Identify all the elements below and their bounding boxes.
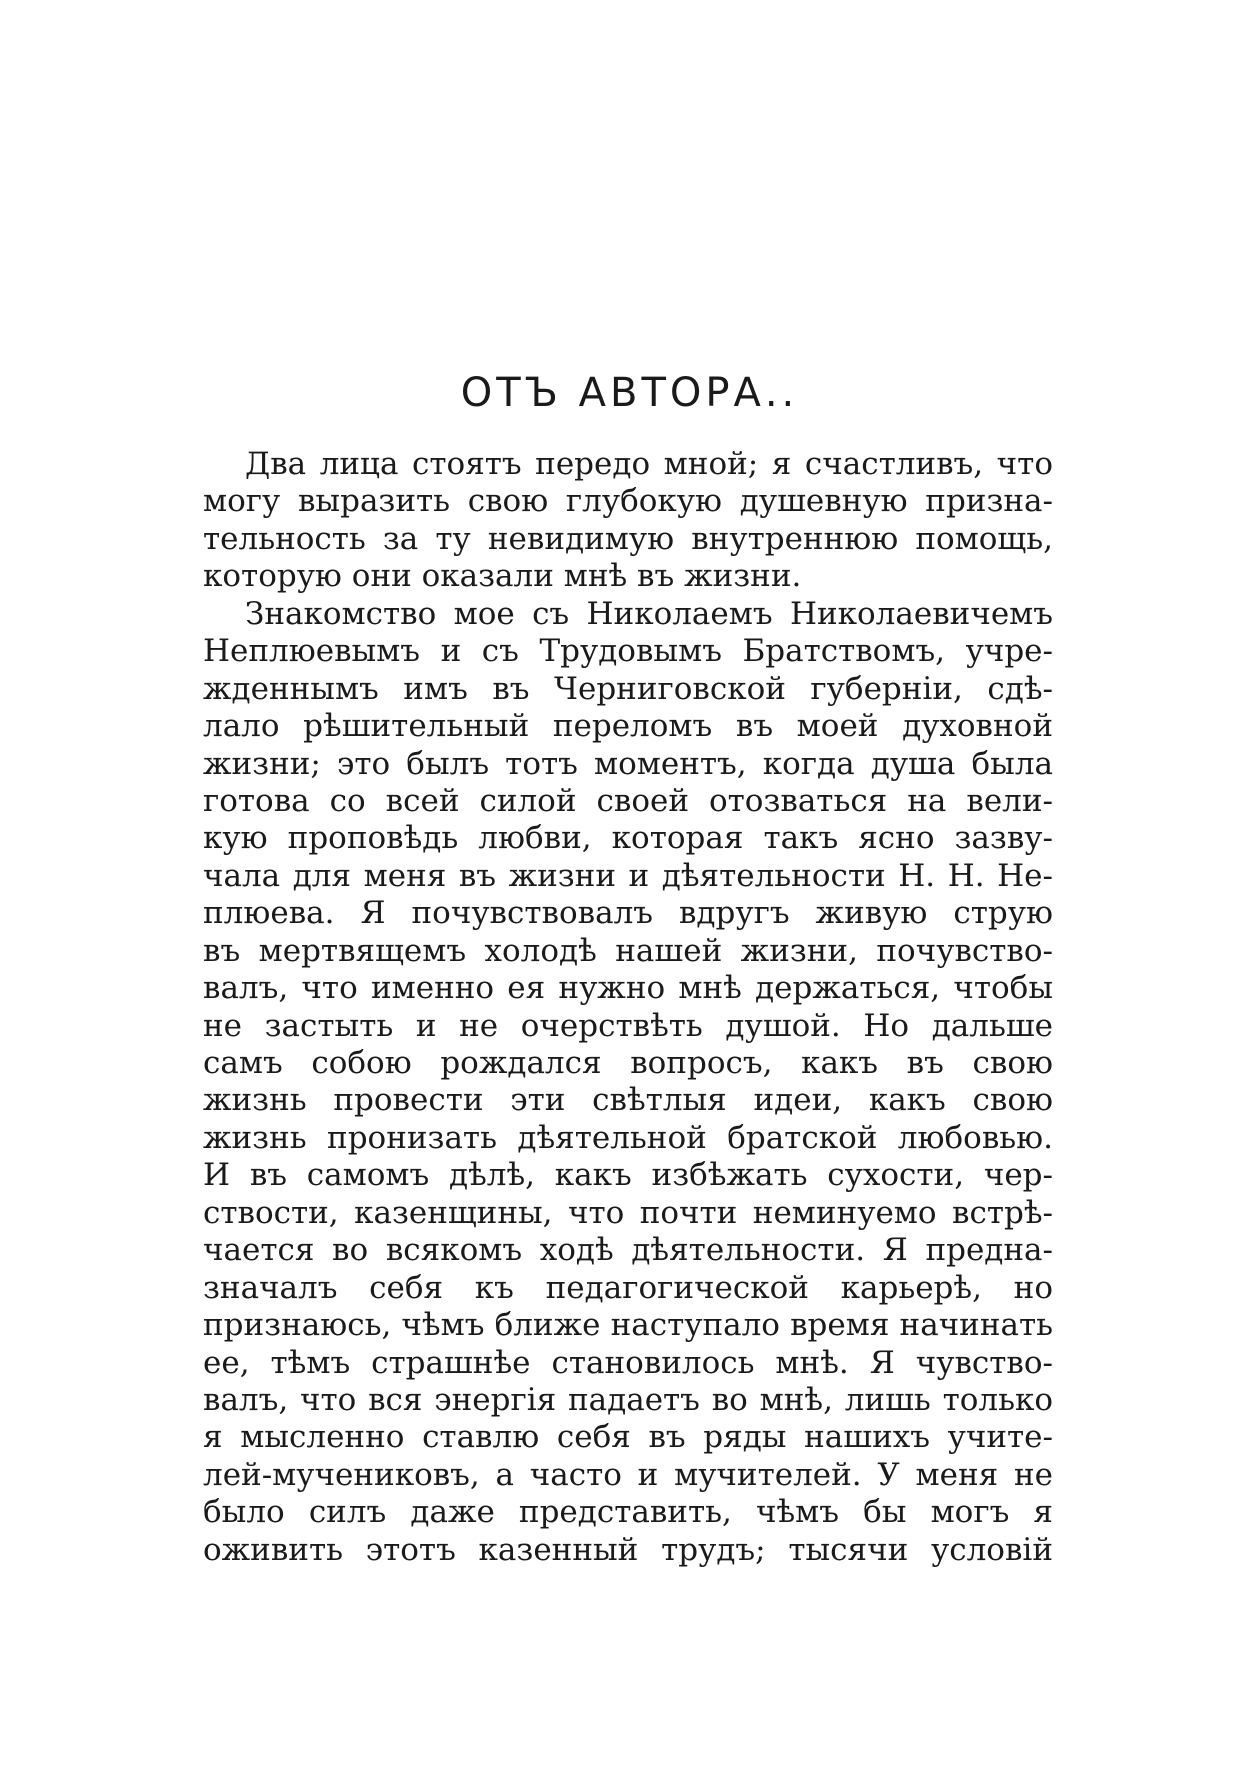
text-line: Неплюевымъ и съ Трудовымъ Братствомъ, учре- — [203, 633, 1053, 670]
text-line: Два лица стоятъ передо мной; я счастливъ, что — [245, 446, 1053, 482]
text-line: которую они оказали мнѣ въ жизни. — [203, 558, 802, 595]
text-line: лей-мучениковъ, а часто и мучителей. У меня не — [203, 1456, 1053, 1493]
text-line: въ мертвящемъ холодѣ нашей жизни, почувство- — [203, 932, 1053, 969]
text-line: жизнь пронизать дѣятельной братской любовью. — [203, 1119, 1053, 1156]
text-line: ствости, казенщины, что почти неминуемо встрѣ- — [203, 1194, 1053, 1231]
text-line: не застыть и не очерствѣть душой. Но дальше — [203, 1007, 1053, 1044]
text-line: значалъ себя къ педагогической карьерѣ, но — [203, 1269, 1053, 1306]
text-line: кую проповѣдь любви, которая такъ ясно зазву- — [203, 820, 1053, 857]
text-line: могу выразить свою глубокую душевную призна- — [203, 483, 1053, 520]
text-line: жизни; это былъ тотъ моментъ, когда душа была — [203, 745, 1053, 782]
page-title: ОТЪ АВТОРА.. — [460, 370, 799, 416]
text-line: Знакомство мое съ Николаемъ Николаевичемъ — [245, 595, 1053, 632]
text-line: плюева. Я почувствовалъ вдругъ живую струю — [203, 895, 1053, 932]
text-line: валъ, что вся энергія падаетъ во мнѣ, лишь только — [203, 1381, 1053, 1418]
text-line: было силъ даже представить, чѣмъ бы могъ я — [203, 1494, 1053, 1531]
text-line: лало рѣшительный переломъ въ моей духовной — [203, 708, 1053, 745]
text-line: И въ самомъ дѣлѣ, какъ избѣжать сухости, чер- — [203, 1157, 1053, 1194]
body-text — [203, 446, 1053, 1569]
text-line: признаюсь, чѣмъ ближе наступало время начинать — [203, 1307, 1053, 1344]
text-line: ее, тѣмъ страшнѣе становилось мнѣ. Я чувство- — [203, 1344, 1053, 1381]
text-line: чала для меня въ жизни и дѣятельности Н. Н. Не- — [203, 857, 1053, 894]
text-line: валъ, что именно ея нужно мнѣ держаться, чтобы — [203, 970, 1053, 1007]
text-line: самъ собою рождался вопросъ, какъ въ свою — [203, 1045, 1053, 1081]
text-line: я мысленно ставлю себя въ ряды нашихъ учите- — [203, 1419, 1053, 1456]
text-line: жденнымъ имъ въ Черниговской губерніи, сдѣ- — [203, 670, 1053, 707]
text-line: готова со всей силой своей отозваться на вели- — [203, 782, 1053, 819]
text-line: оживить этотъ казенный трудъ; тысячи условій — [203, 1531, 1053, 1568]
text-line: жизнь провести эти свѣтлыя идеи, какъ свою — [203, 1082, 1053, 1119]
text-line: тельность за ту невидимую внутреннюю помощь, — [203, 520, 1053, 557]
text-line: чается во всякомъ ходѣ дѣятельности. Я предна- — [203, 1232, 1053, 1269]
